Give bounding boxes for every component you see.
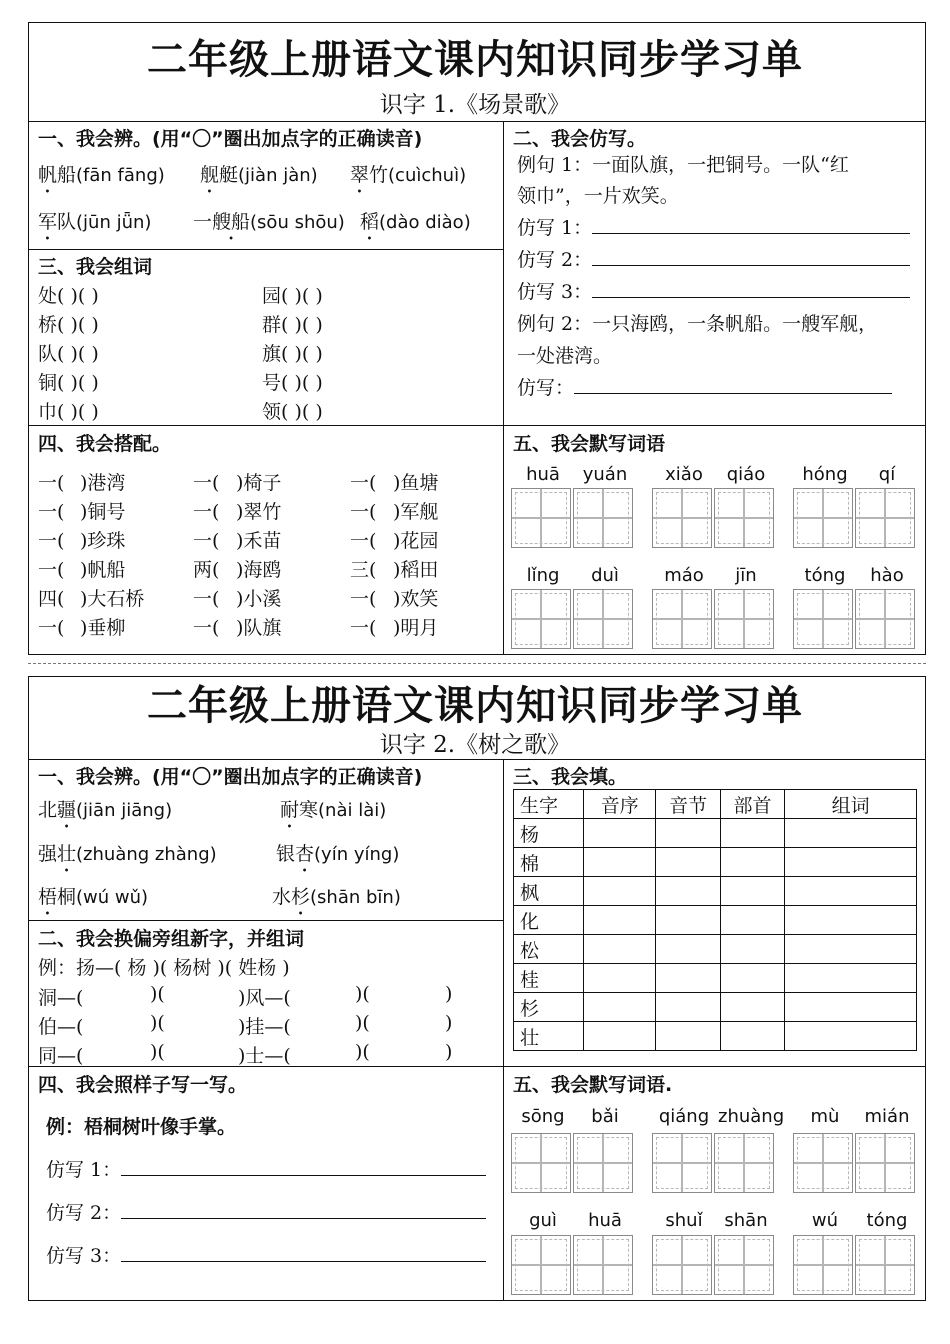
table-header: 组词 <box>785 790 917 819</box>
divider <box>28 1066 926 1067</box>
pronunciation-item[interactable]: 梧桐(wú wǔ) <box>38 886 149 908</box>
table-header: 音序 <box>584 790 656 819</box>
example-sentence: 一处港湾。 <box>517 345 613 367</box>
divider <box>28 759 926 760</box>
matching-cell[interactable]: )翠竹 <box>236 501 282 523</box>
pinyin-label: xiǎo <box>665 464 703 485</box>
matching-cell[interactable]: 一( <box>350 588 377 610</box>
table-row <box>514 877 917 906</box>
table-row <box>514 906 917 935</box>
matching-cell[interactable]: 一( <box>350 530 377 552</box>
writing-cell[interactable] <box>793 1235 853 1295</box>
radical-cell[interactable]: )( <box>355 1012 370 1034</box>
pinyin-label: qí <box>878 464 896 485</box>
pinyin-label: sōng <box>521 1106 565 1127</box>
table-blank-cell[interactable] <box>785 819 917 848</box>
radical-cell[interactable]: )( <box>150 983 165 1005</box>
example-sentence: 例：梧桐树叶像手掌。 <box>46 1116 237 1138</box>
sheet2-subtitle: 识字 2.《树之歌》 <box>379 732 571 758</box>
divider <box>28 425 926 426</box>
table-blank-cell[interactable] <box>584 877 656 906</box>
radical-cell[interactable]: )( <box>150 1041 165 1063</box>
matching-cell[interactable]: 一( <box>193 501 220 523</box>
table-blank-cell[interactable] <box>720 935 784 964</box>
matching-cell[interactable]: )军舰 <box>393 501 439 523</box>
pinyin-label: hóng <box>802 464 848 485</box>
imitation-line[interactable]: 仿写 2： <box>46 1198 486 1225</box>
writing-cell[interactable] <box>573 1133 633 1193</box>
writing-cell[interactable] <box>652 1235 712 1295</box>
writing-cell[interactable] <box>714 1133 774 1193</box>
section-heading: 五、我会默写词语. <box>513 1074 673 1096</box>
matching-cell[interactable]: )垂柳 <box>80 617 126 639</box>
matching-cell[interactable]: 一( <box>38 472 65 494</box>
matching-cell[interactable]: )禾苗 <box>236 530 282 552</box>
matching-cell[interactable]: )港湾 <box>80 472 126 494</box>
table-blank-cell[interactable] <box>656 819 720 848</box>
table-row <box>514 935 917 964</box>
radical-cell[interactable]: ) <box>445 1012 453 1034</box>
table-blank-cell[interactable] <box>656 964 720 993</box>
table-blank-cell[interactable] <box>656 848 720 877</box>
pinyin-label: mián <box>864 1106 910 1127</box>
matching-cell[interactable]: 一( <box>193 617 220 639</box>
matching-cell[interactable]: 四( <box>38 588 65 610</box>
pronunciation-item[interactable]: 水杉(shān bīn) <box>272 886 401 908</box>
pinyin-label: duì <box>591 565 619 586</box>
table-blank-cell[interactable] <box>720 848 784 877</box>
matching-cell[interactable]: 一( <box>38 617 65 639</box>
table-blank-cell[interactable] <box>656 877 720 906</box>
example-sentence: 领巾”，一片欢笑。 <box>517 185 679 207</box>
section-heading: 五、我会默写词语 <box>513 433 666 455</box>
writing-cell[interactable] <box>714 488 774 548</box>
table-header: 生字 <box>514 790 584 819</box>
writing-cell[interactable] <box>793 1133 853 1193</box>
radical-cell[interactable]: 洞—( <box>38 987 84 1009</box>
writing-cell[interactable] <box>855 488 915 548</box>
writing-cell[interactable] <box>793 488 853 548</box>
table-blank-cell[interactable] <box>785 935 917 964</box>
divider <box>28 121 926 122</box>
table-blank-cell[interactable] <box>720 906 784 935</box>
pinyin-label: hào <box>870 565 904 586</box>
matching-cell[interactable]: 三( <box>350 559 377 581</box>
writing-cell[interactable] <box>573 1235 633 1295</box>
radical-cell[interactable]: )( <box>355 983 370 1005</box>
pinyin-label: tóng <box>866 1210 908 1231</box>
table-blank-cell[interactable] <box>584 964 656 993</box>
imitation-line[interactable]: 仿写 1： <box>517 213 910 240</box>
table-blank-cell[interactable] <box>720 819 784 848</box>
cut-line <box>28 663 926 664</box>
pinyin-label: huā <box>526 464 560 485</box>
example-sentence: 例：扬—( 杨 )( 杨树 )( 姓杨 ) <box>38 957 290 979</box>
pinyin-label: guì <box>529 1210 557 1231</box>
table-blank-cell[interactable] <box>584 1022 656 1051</box>
writing-cell[interactable] <box>714 1235 774 1295</box>
table-blank-cell[interactable] <box>785 906 917 935</box>
table-blank-cell[interactable] <box>584 935 656 964</box>
pinyin-label: máo <box>664 565 704 586</box>
writing-cell[interactable] <box>793 589 853 649</box>
matching-cell[interactable]: )鱼塘 <box>393 472 439 494</box>
writing-cell[interactable] <box>573 589 633 649</box>
matching-cell[interactable]: 两( <box>193 559 220 581</box>
matching-cell[interactable]: 一( <box>193 472 220 494</box>
matching-cell[interactable]: )帆船 <box>80 559 126 581</box>
pinyin-label: shuǐ <box>665 1210 703 1231</box>
writing-cell[interactable] <box>573 488 633 548</box>
table-blank-cell[interactable] <box>720 993 784 1022</box>
table-char: 桂 <box>514 964 584 993</box>
radical-cell[interactable]: )( <box>150 1012 165 1034</box>
table-char: 化 <box>514 906 584 935</box>
writing-cell[interactable] <box>511 488 571 548</box>
table-header: 音节 <box>656 790 720 819</box>
section-heading: 一、我会辨。(用“〇”圈出加点字的正确读音) <box>38 128 423 150</box>
pinyin-label: tóng <box>804 565 846 586</box>
matching-cell[interactable]: 一( <box>350 617 377 639</box>
radical-cell[interactable]: 伯—( <box>38 1016 84 1038</box>
section-heading: 四、我会照样子写一写。 <box>38 1074 248 1096</box>
table-row <box>514 1022 917 1051</box>
matching-cell[interactable]: )稻田 <box>393 559 439 581</box>
table-row <box>514 819 917 848</box>
table-char: 棉 <box>514 848 584 877</box>
table-blank-cell[interactable] <box>785 993 917 1022</box>
radical-cell[interactable]: )风—( <box>238 987 291 1009</box>
writing-cell[interactable] <box>652 488 712 548</box>
table-blank-cell[interactable] <box>656 1022 720 1051</box>
pinyin-label: shān <box>724 1210 768 1231</box>
writing-cell[interactable] <box>855 1133 915 1193</box>
table-row <box>514 964 917 993</box>
table-blank-cell[interactable] <box>656 906 720 935</box>
writing-cell[interactable] <box>511 1235 571 1295</box>
writing-cell[interactable] <box>855 589 915 649</box>
example-sentence: 例句 1：一面队旗，一把铜号。一队“红 <box>517 154 849 176</box>
section-heading: 四、我会搭配。 <box>38 433 172 455</box>
table-char: 杨 <box>514 819 584 848</box>
pinyin-label: zhuàng <box>718 1106 785 1127</box>
radical-cell[interactable]: ) <box>445 983 453 1005</box>
radical-cell[interactable]: 同—( <box>38 1045 84 1067</box>
matching-cell[interactable]: )队旗 <box>236 617 282 639</box>
section-heading: 三、我会填。 <box>513 766 628 788</box>
sheet2-title: 二年级上册语文课内知识同步学习单 <box>147 682 803 729</box>
pronunciation-item[interactable]: 耐寒(nài lài) <box>280 799 387 821</box>
divider <box>28 920 503 921</box>
pronunciation-item[interactable]: 银杏(yín yíng) <box>276 843 400 865</box>
writing-cell[interactable] <box>652 589 712 649</box>
matching-cell[interactable]: 一( <box>38 530 65 552</box>
imitation-line[interactable]: 仿写： <box>517 373 892 400</box>
table-row <box>514 993 917 1022</box>
pinyin-label: jīn <box>735 565 757 586</box>
table-blank-cell[interactable] <box>785 964 917 993</box>
pronunciation-item[interactable]: 稻(dào diào) <box>360 211 471 233</box>
pinyin-label: qiáng <box>658 1106 710 1127</box>
matching-cell[interactable]: )小溪 <box>236 588 282 610</box>
table-blank-cell[interactable] <box>720 877 784 906</box>
divider <box>28 249 503 250</box>
writing-cell[interactable] <box>652 1133 712 1193</box>
fill-table[interactable] <box>513 789 917 1051</box>
sheet1-title: 二年级上册语文课内知识同步学习单 <box>147 36 803 83</box>
table-blank-cell[interactable] <box>785 848 917 877</box>
pinyin-label: yuán <box>582 464 628 485</box>
divider <box>503 759 504 1301</box>
section-heading: 二、我会换偏旁组新字，并组词 <box>38 928 305 950</box>
section-heading: 二、我会仿写。 <box>513 128 647 150</box>
table-blank-cell[interactable] <box>584 819 656 848</box>
writing-cell[interactable] <box>714 589 774 649</box>
matching-cell[interactable]: 一( <box>350 472 377 494</box>
sheet1-subtitle: 识字 1.《场景歌》 <box>379 92 571 118</box>
table-char: 杉 <box>514 993 584 1022</box>
imitation-line[interactable]: 仿写 3： <box>46 1241 486 1268</box>
section-heading: 三、我会组词 <box>38 256 153 278</box>
matching-cell[interactable]: )花园 <box>393 530 439 552</box>
writing-cell[interactable] <box>855 1235 915 1295</box>
example-sentence: 例句 2：一只海鸥，一条帆船。一艘军舰， <box>517 313 878 335</box>
section-heading: 一、我会辨。(用“〇”圈出加点字的正确读音) <box>38 766 423 788</box>
radical-cell[interactable]: )挂—( <box>238 1016 291 1038</box>
pronunciation-item[interactable]: 军队(jūn jǖn) <box>38 211 152 233</box>
table-header-row <box>514 790 917 819</box>
pronunciation-item[interactable]: 帆船(fān fāng) <box>38 164 165 186</box>
matching-cell[interactable]: )铜号 <box>80 501 126 523</box>
table-char: 壮 <box>514 1022 584 1051</box>
matching-cell[interactable]: 一( <box>193 530 220 552</box>
divider <box>503 121 504 655</box>
table-blank-cell[interactable] <box>785 877 917 906</box>
matching-cell[interactable]: 一( <box>38 501 65 523</box>
imitation-line[interactable]: 仿写 3： <box>517 277 910 304</box>
matching-cell[interactable]: )欢笑 <box>393 588 439 610</box>
table-char: 枫 <box>514 877 584 906</box>
pronunciation-item[interactable]: 一艘船(sōu shōu) <box>193 211 345 233</box>
matching-cell[interactable]: )珍珠 <box>80 530 126 552</box>
pronunciation-item[interactable]: 强壮(zhuàng zhàng) <box>38 843 217 865</box>
table-blank-cell[interactable] <box>656 993 720 1022</box>
pinyin-label: bǎi <box>591 1106 619 1127</box>
imitation-line[interactable]: 仿写 2： <box>517 245 910 272</box>
radical-cell[interactable]: ) <box>445 1041 453 1063</box>
writing-cell[interactable] <box>511 589 571 649</box>
pinyin-label: qiáo <box>726 464 766 485</box>
table-blank-cell[interactable] <box>584 993 656 1022</box>
pinyin-label: lǐng <box>526 565 560 586</box>
pronunciation-item[interactable]: 北疆(jiān jiāng) <box>38 799 173 821</box>
table-blank-cell[interactable] <box>785 1022 917 1051</box>
matching-cell[interactable]: )明月 <box>393 617 439 639</box>
pronunciation-item[interactable]: 翠竹(cuìchuì) <box>350 164 467 186</box>
table-char: 松 <box>514 935 584 964</box>
table-blank-cell[interactable] <box>656 935 720 964</box>
pinyin-label: mù <box>810 1106 840 1127</box>
matching-cell[interactable]: 一( <box>193 588 220 610</box>
radical-cell[interactable]: )士—( <box>238 1045 291 1067</box>
table-row <box>514 848 917 877</box>
matching-cell[interactable]: )大石桥 <box>80 588 145 610</box>
table-header: 部首 <box>720 790 784 819</box>
table-blank-cell[interactable] <box>584 906 656 935</box>
pinyin-label: huā <box>588 1210 622 1231</box>
matching-cell[interactable]: )椅子 <box>236 472 282 494</box>
table-blank-cell[interactable] <box>720 964 784 993</box>
radical-cell[interactable]: )( <box>355 1041 370 1063</box>
imitation-line[interactable]: 仿写 1： <box>46 1155 486 1182</box>
writing-cell[interactable] <box>511 1133 571 1193</box>
table-blank-cell[interactable] <box>584 848 656 877</box>
pinyin-label: wú <box>811 1210 839 1231</box>
matching-cell[interactable]: 一( <box>350 501 377 523</box>
matching-cell[interactable]: 一( <box>38 559 65 581</box>
table-blank-cell[interactable] <box>720 1022 784 1051</box>
pronunciation-item[interactable]: 舰艇(jiàn jàn) <box>200 164 318 186</box>
matching-cell[interactable]: )海鸥 <box>236 559 282 581</box>
